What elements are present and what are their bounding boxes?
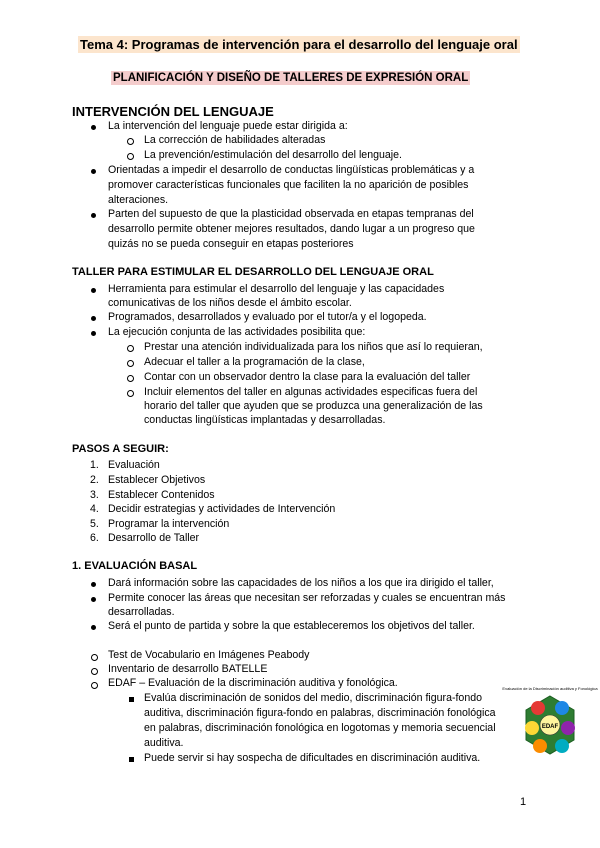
list-item-continued: en palabras, discriminación fonológica en logotomas y memoria secuencial xyxy=(144,722,496,734)
section-heading-intervencion: INTERVENCIÓN DEL LENGUAJE xyxy=(72,104,274,119)
step-text: Desarrollo de Taller xyxy=(108,532,200,544)
step-text: Establecer Contenidos xyxy=(108,489,215,501)
bullet-square xyxy=(129,697,134,702)
list-item: Herramienta para estimular el desarrollo del lenguaje y las capacidades xyxy=(108,283,445,295)
list-item: Incluir elementos del taller en algunas actividades especificas fuera del xyxy=(144,386,478,398)
list-item: La ejecución conjunta de las actividades posibilita que: xyxy=(108,326,366,338)
bullet-circle xyxy=(127,345,134,352)
step-text: Establecer Objetivos xyxy=(108,474,206,486)
list-item-continued: horario del taller que ayuden que se produzca una generalización de las xyxy=(144,400,483,412)
step-text: Evaluación xyxy=(108,459,160,471)
document-title: Tema 4: Programas de intervención para el desarrollo del lenguaje oral xyxy=(80,37,518,52)
list-item: La prevención/estimulación del desarrollo del lenguaje. xyxy=(144,149,402,161)
step-number: 5. xyxy=(90,518,99,530)
list-item: Será el punto de partida y sobre la que estableceremos los objetivos del taller. xyxy=(108,620,475,632)
bullet-circle xyxy=(127,390,134,397)
list-item: Test de Vocabulario en Imágenes Peabody xyxy=(108,649,310,661)
document-subtitle: PLANIFICACIÓN Y DISEÑO DE TALLERES DE EXPRESIÓN ORAL xyxy=(113,72,469,84)
bullet-dot xyxy=(91,331,96,336)
bullet-dot xyxy=(91,582,96,587)
list-item-continued: auditiva, discriminación figura-fondo en palabras, discriminación fonológica xyxy=(144,707,496,719)
edaf-caption: Evaluación de la Discriminación auditiva y Fonológica xyxy=(502,686,598,691)
section-heading-evaluacion-basal: 1. EVALUACIÓN BASAL xyxy=(72,560,198,572)
bullet-circle xyxy=(127,360,134,367)
list-item: La corrección de habilidades alteradas xyxy=(144,134,326,146)
bullet-circle xyxy=(91,682,98,689)
list-item: Inventario de desarrollo BATELLE xyxy=(108,663,268,675)
bullet-dot xyxy=(91,169,96,174)
bullet-dot xyxy=(91,625,96,630)
bullet-dot xyxy=(91,316,96,321)
list-item: Prestar una atención individualizada para los niños que así lo requieran, xyxy=(144,341,483,353)
list-item: Dará información sobre las capacidades de los niños a los que ira dirigido el taller, xyxy=(108,577,494,589)
list-item: Contar con un observador dentro la clase para la evaluación del taller xyxy=(144,371,471,383)
list-item: Permite conocer las áreas que necesitan ser reforzadas y cuales se encuentran más xyxy=(108,592,506,604)
bullet-dot xyxy=(91,213,96,218)
list-item-continued: quizás no se pueda conseguir en etapas posteriores xyxy=(108,238,354,250)
edaf-center-label: EDAF xyxy=(541,724,559,730)
bullet-circle xyxy=(127,138,134,145)
list-item: Programados, desarrollados y evaluado por el tutor/a y el logopeda. xyxy=(108,311,427,323)
step-number: 6. xyxy=(90,532,99,544)
step-number: 2. xyxy=(90,474,99,486)
bullet-circle xyxy=(91,654,98,661)
list-item-continued: alteraciones. xyxy=(108,194,169,206)
list-item-continued: auditiva. xyxy=(144,737,184,749)
list-item: Adecuar el taller a la programación de la clase, xyxy=(144,356,365,368)
list-item-continued: promover características funcionales que faciliten la no aparición de posibles xyxy=(108,179,469,191)
list-item: Evalúa discriminación de sonidos del medio, discriminación figura-fondo xyxy=(144,692,482,704)
section-heading-taller: TALLER PARA ESTIMULAR EL DESARROLLO DEL LENGUAJE ORAL xyxy=(72,266,434,278)
list-item: EDAF – Evaluación de la discriminación auditiva y fonológica. xyxy=(108,677,398,689)
list-item-continued: desarrolladas. xyxy=(108,606,175,618)
bullet-circle xyxy=(91,668,98,675)
edaf-cover-image xyxy=(502,684,598,762)
step-text: Programar la intervención xyxy=(108,518,230,530)
list-item: La intervención del lenguaje puede estar dirigida a: xyxy=(108,120,348,132)
bullet-circle xyxy=(127,153,134,160)
list-item-continued: desarrollo permite obtener mejores resultados, dando lugar a un progreso que xyxy=(108,223,475,235)
bullet-circle xyxy=(127,375,134,382)
step-text: Decidir estrategias y actividades de Intervención xyxy=(108,503,336,515)
step-number: 1. xyxy=(90,459,99,471)
bullet-square xyxy=(129,757,134,762)
step-number: 4. xyxy=(90,503,99,515)
list-item: Orientadas a impedir el desarrollo de conductas lingüísticas problemáticas y a xyxy=(108,164,475,176)
list-item-continued: conductas lingüísticas implantadas y desarrolladas. xyxy=(144,414,386,426)
list-item-continued: comunicativas de los niños desde el ámbito escolar. xyxy=(108,297,352,309)
section-heading-pasos: PASOS A SEGUIR: xyxy=(72,443,169,455)
bullet-dot xyxy=(91,288,96,293)
bullet-dot xyxy=(91,597,96,602)
bullet-dot xyxy=(91,125,96,130)
list-item: Puede servir si hay sospecha de dificultades en discriminación auditiva. xyxy=(144,752,481,764)
list-item: Parten del supuesto de que la plasticidad observada en etapas tempranas del xyxy=(108,208,474,220)
page-number: 1 xyxy=(520,796,527,808)
step-number: 3. xyxy=(90,489,99,501)
